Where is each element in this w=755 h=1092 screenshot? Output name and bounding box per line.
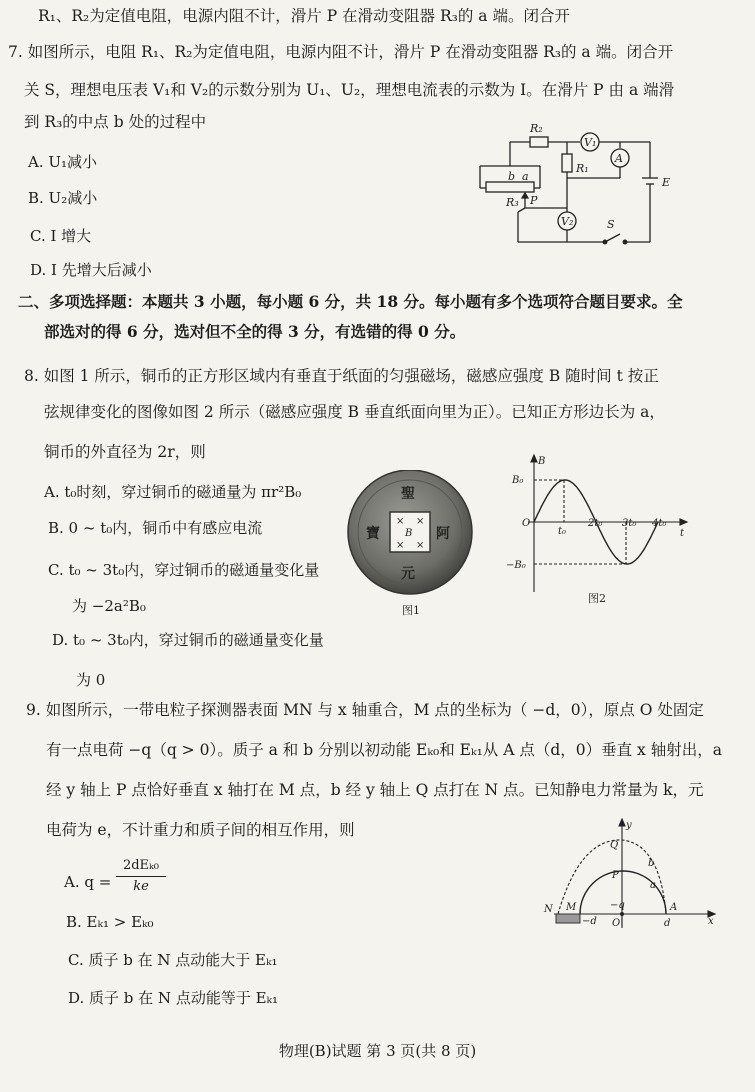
fig-neg-q-label: −q bbox=[610, 900, 625, 911]
label-b: b bbox=[508, 170, 516, 183]
q8-option-c-cont: 为 −2a²B₀ bbox=[72, 597, 146, 615]
q7-option-d: D. I 先增大后减小 bbox=[30, 261, 152, 279]
q9-option-b: B. Eₖ₁ > Eₖ₀ bbox=[66, 913, 154, 931]
q8-stem-line-3: 铜币的外直径为 2r，则 bbox=[44, 443, 206, 461]
q8-option-a: A. t₀时刻，穿过铜币的磁通量为 πr²B₀ bbox=[44, 483, 302, 501]
q9-stem-line-4: 电荷为 e，不计重力和质子间的相互作用，则 bbox=[46, 821, 355, 839]
fig-q-label: Q bbox=[610, 840, 619, 851]
svg-text:×: × bbox=[416, 516, 425, 527]
svg-text:×: × bbox=[396, 516, 405, 527]
origin-label: O bbox=[522, 518, 531, 529]
fig-y-label: y bbox=[626, 820, 632, 831]
q7-stem-line-3: 到 R₃的中点 b 处的过程中 bbox=[24, 113, 207, 131]
label-r2: R₂ bbox=[530, 122, 543, 135]
fig-x-label: x bbox=[708, 916, 714, 927]
fig-m-label: M bbox=[566, 902, 577, 913]
q9-trajectory-figure bbox=[540, 818, 720, 930]
fig-o-label: O bbox=[612, 918, 621, 929]
label-r1: R₁ bbox=[576, 162, 589, 175]
coin-char-bottom: 元 bbox=[401, 566, 415, 582]
q9-option-a-denominator: ke bbox=[133, 879, 149, 894]
t3-label: 3t₀ bbox=[622, 518, 637, 529]
coin-char-top: 聖 bbox=[401, 486, 415, 502]
coin-char-right: 阿 bbox=[436, 526, 450, 542]
fig-n-label: N bbox=[544, 904, 553, 915]
axis-t-label: t bbox=[680, 528, 685, 539]
fig1-caption: 图1 bbox=[402, 604, 420, 617]
q9-option-a-fraction bbox=[116, 856, 166, 897]
q9-stem-line-1: 9. 如图所示，一带电粒子探测器表面 MN 与 x 轴重合，M 点的坐标为（ −d，0），原点 O 处固定 bbox=[26, 701, 704, 719]
t4-label: 4t₀ bbox=[652, 518, 667, 529]
q8-option-d: D. t₀ ~ 3t₀内，穿过铜币的磁通量变化量 bbox=[52, 631, 324, 649]
coin-center-b: B bbox=[405, 528, 413, 539]
q9-option-a-prefix: A. q = bbox=[64, 873, 112, 891]
q9-option-a-numerator: 2dEₖ₀ bbox=[116, 856, 166, 877]
fig-a-point-label: A bbox=[670, 902, 678, 913]
q8-option-c: C. t₀ ~ 3t₀内，穿过铜币的磁通量变化量 bbox=[48, 561, 320, 579]
fig-p-label: P bbox=[612, 870, 619, 881]
label-s: S bbox=[607, 218, 615, 231]
q7-option-a: A. U₁减小 bbox=[28, 153, 98, 171]
q9-stem-line-2: 有一点电荷 −q（q > 0）。质子 a 和 b 分别以初动能 Eₖ₀和 Eₖ₁从 A 点（d，0）垂直 x 轴射出，a bbox=[46, 741, 722, 759]
fig-b-label: b bbox=[648, 858, 655, 869]
q9-option-d: D. 质子 b 在 N 点动能等于 Eₖ₁ bbox=[68, 989, 279, 1007]
fig-a-label: a bbox=[650, 880, 656, 891]
q8-b-t-graph bbox=[504, 452, 694, 604]
neg-b0-label: −B₀ bbox=[506, 560, 526, 571]
q7-top-continuation: R₁、R₂为定值电阻，电源内阻不计，滑片 P 在滑动变阻器 R₃的 a 端。闭合开 bbox=[38, 7, 570, 25]
svg-text:×: × bbox=[416, 540, 425, 551]
label-e: E bbox=[662, 176, 671, 189]
b0-label: B₀ bbox=[512, 475, 524, 486]
fig-d-label: d bbox=[664, 918, 671, 929]
q8-stem-line-1: 8. 如图 1 所示，铜币的正方形区域内有垂直于纸面的匀强磁场，磁感应强度 B 随时间 t 按正 bbox=[24, 367, 659, 385]
section2-header-line-2: 部选对的得 6 分，选对但不全的得 3 分，有选错的得 0 分。 bbox=[44, 322, 466, 341]
label-ammeter: A bbox=[615, 152, 623, 165]
q8-option-d-cont: 为 0 bbox=[76, 671, 106, 689]
q7-circuit-diagram bbox=[470, 118, 690, 248]
q9-stem-line-3: 经 y 轴上 P 点恰好垂直 x 轴打在 M 点，b 经 y 轴上 Q 点打在 N 点。已知静电力常量为 k，元 bbox=[46, 781, 704, 799]
q7-stem-line-1: 7. 如图所示，电阻 R₁、R₂为定值电阻，电源内阻不计，滑片 P 在滑动变阻器 R₃的 a 端。闭合开 bbox=[8, 43, 674, 61]
axis-b-label: B bbox=[538, 456, 546, 467]
label-a: a bbox=[522, 170, 529, 183]
page-footer: 物理(B)试题 第 3 页(共 8 页) bbox=[278, 1042, 477, 1060]
label-p: P bbox=[530, 194, 538, 207]
fig-neg-d-label: −d bbox=[582, 916, 597, 927]
fig2-caption: 图2 bbox=[588, 592, 606, 604]
q7-option-b: B. U₂减小 bbox=[28, 189, 98, 207]
coin-char-left: 寶 bbox=[366, 526, 380, 542]
q7-stem-line-2: 关 S，理想电压表 V₁和 V₂的示数分别为 U₁、U₂，理想电流表的示数为 I。在滑片 P 由 a 端滑 bbox=[24, 81, 675, 99]
q8-stem-line-2: 弦规律变化的图像如图 2 所示（磁感应强度 B 垂直纸面向里为正）。已知正方形边长为 a， bbox=[44, 403, 665, 421]
label-v2: V₂ bbox=[561, 215, 574, 228]
q9-option-c: C. 质子 b 在 N 点动能大于 Eₖ₁ bbox=[68, 951, 278, 969]
q7-option-c: C. I 增大 bbox=[30, 227, 92, 245]
t0-label: t₀ bbox=[558, 526, 567, 537]
q8-coin-figure bbox=[340, 470, 480, 620]
t2-label: 2t₀ bbox=[588, 518, 603, 529]
svg-text:×: × bbox=[396, 540, 405, 551]
section2-header-line-1: 二、多项选择题：本题共 3 小题，每小题 6 分，共 18 分。每小题有多个选项符合题目要求。全 bbox=[18, 292, 683, 311]
label-v1: V₁ bbox=[584, 136, 597, 149]
q8-option-b: B. 0 ~ t₀内，铜币中有感应电流 bbox=[48, 519, 263, 537]
label-r3: R₃ bbox=[506, 196, 519, 209]
